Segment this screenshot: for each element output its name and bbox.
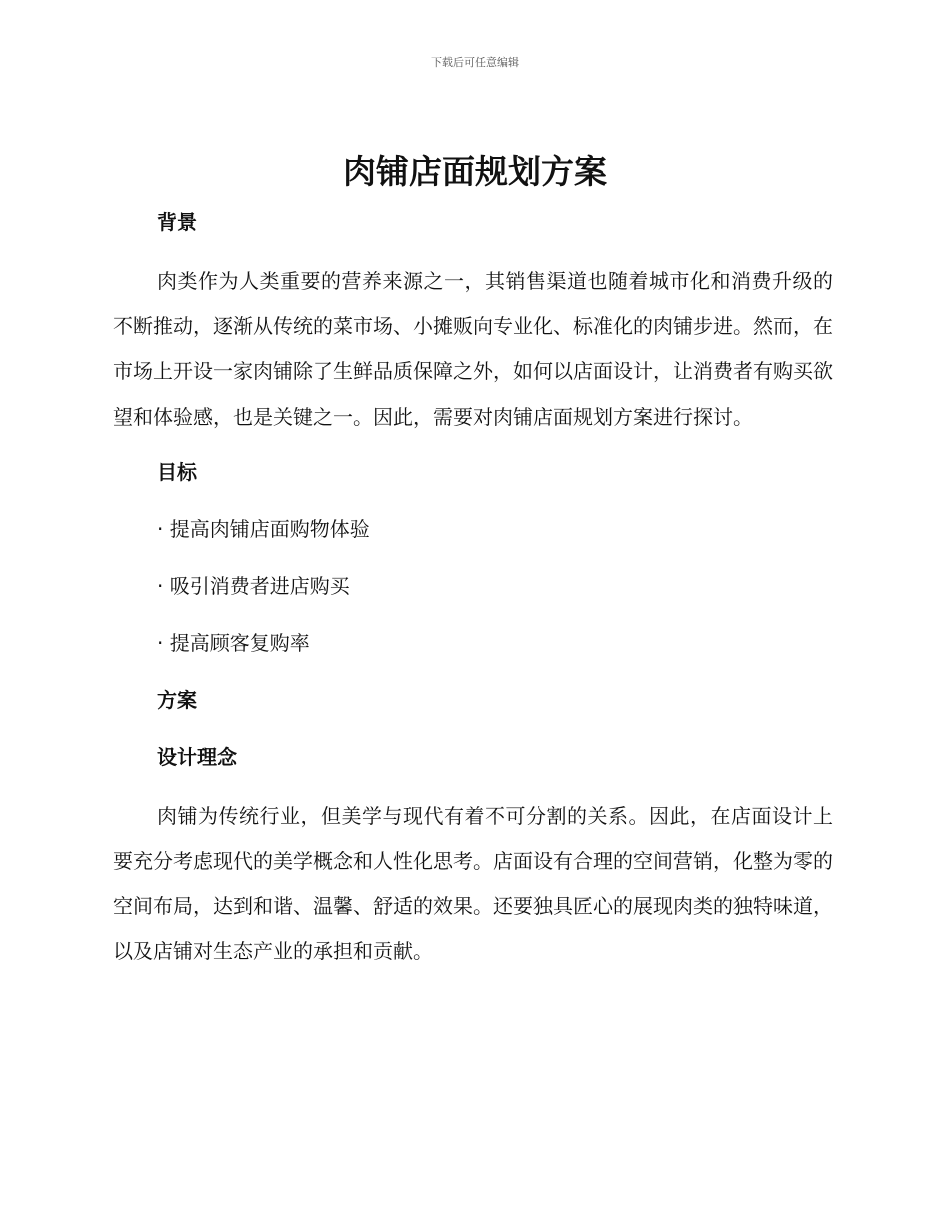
document-body [113, 202, 833, 987]
section-heading-goals: 目标 [157, 459, 197, 484]
subsection-heading-design: 设计理念 [157, 744, 237, 769]
document-title: 肉铺店面规划方案 [343, 152, 607, 191]
section-heading-background: 背景 [157, 210, 197, 234]
goal-item: · 吸引消费者进店购买 [157, 573, 350, 598]
header-note: 下载后可任意编辑 [431, 56, 519, 69]
goal-item: · 提高顾客复购率 [157, 630, 310, 655]
goal-item: · 提高肉铺店面购物体验 [157, 516, 370, 541]
background-paragraph: 肉类作为人类重要的营养来源之一，其销售渠道也随着城市化和消费升级的不断推动，逐渐从传统的菜市场、小摊贩向专业化、标准化的肉铺步进。然而，在市场上开设一家肉铺除了生鲜品质保障之外，如何以店面设计，让消费者有购买欲望和体验感，也是关键之一。因此，需要对肉铺店面规划方案进行探讨。 [113, 269, 833, 429]
section-heading-plan: 方案 [157, 687, 197, 712]
design-paragraph: 肉铺为传统行业，但美学与现代有着不可分割的关系。因此，在店面设计上要充分考虑现代的美学概念和人性化思考。店面设有合理的空间营销，化整为零的空间布局，达到和谐、温馨、舒适的效果。还要独具匠心的展现肉类的独特味道，以及店铺对生态产业的承担和贡献。 [113, 803, 833, 964]
